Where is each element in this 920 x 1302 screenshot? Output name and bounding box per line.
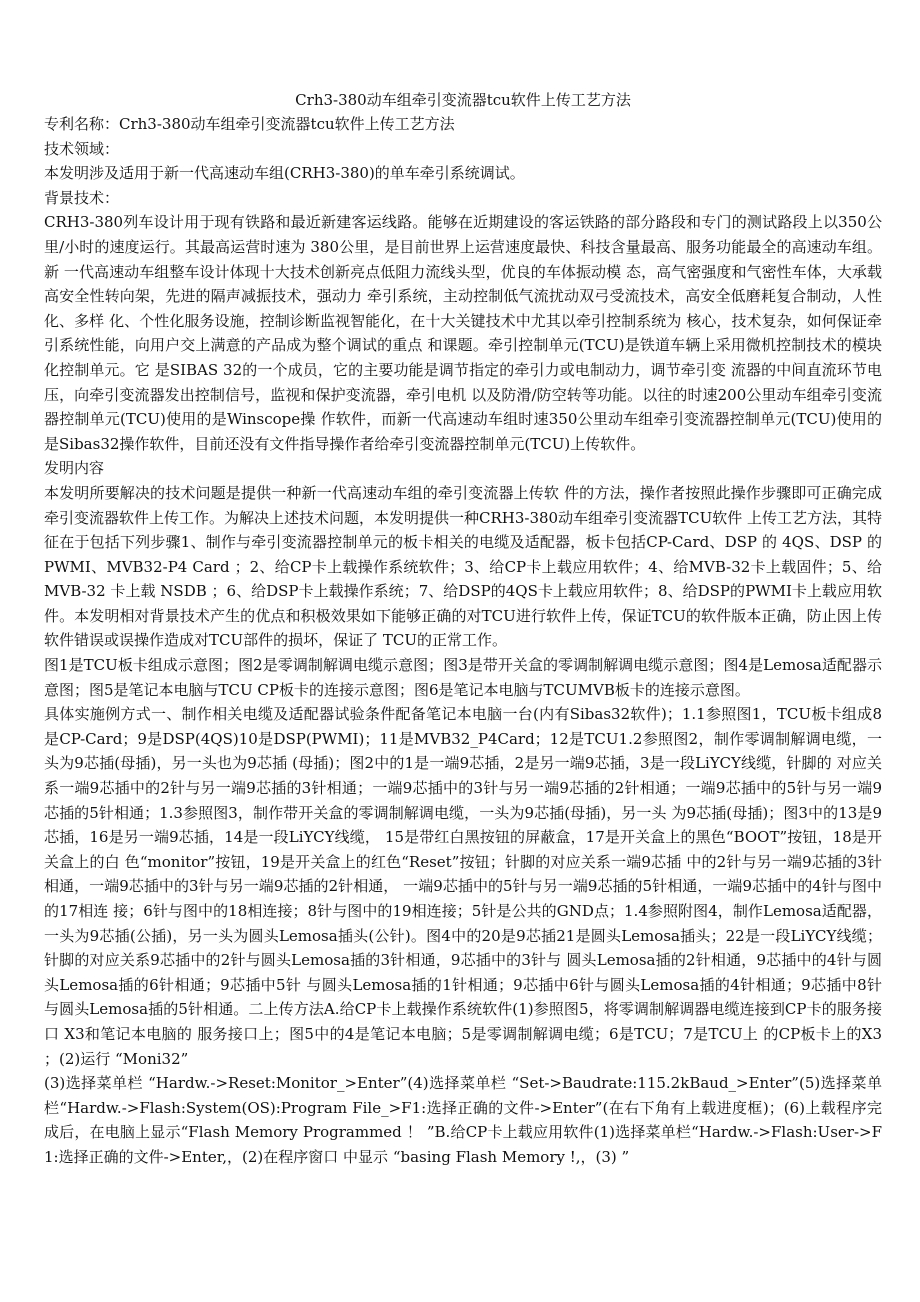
background-text: CRH3-380列车设计用于现有铁路和最近新建客运线路。能够在近期建设的客运铁路的部分路段和专门的测试路段上以350公里/小时的速度运行。其最高运营时速为 380公里，是目前世界上运营速度最快、科技含量最高、服务功能最全的高速动车组。新 一代高速动车组整车设计体现十大技术创新亮点低阻力流线头型，优良的车体振动模 态，高气密强度和气密性车体，大承载高安全性转向架，先进的隔声减振技术，强动力 牵引系统，主动控制低气流扰动双弓受流技术，高安全低磨耗复合制动，人性化、多样 化、个性化服务设施，控制诊断监视智能化，在十大关键技术中尤其以牵引控制系统为 核心，技术复杂，如何保证牵引系统性能，向用户交上满意的产品成为整个调试的重点 和课题。牵引控制单元(TCU)是铁道车辆上采用微机控制技术的模块化控制单元。它 是SIBAS 32的一个成员，它的主要功能是调节指定的牵引力或电制动力，调节牵引变 流器的中间直流环节电压，向牵引变流器发出控制信号，监视和保护变流器，牵引电机 以及防滑/防空转等功能。以往的时速200公里动车组牵引变流器控制单元(TCU)使用的是Winscope操 作软件，而新一代高速动车组时速350公里动车组牵引变流器控制单元(TCU)使用的是Sibas32操作软件，目前还没有文件指导操作者给牵引变流器控制单元(TCU)上传软件。 bbox=[44, 213, 882, 453]
embodiment-text: 具体实施例方式一、制作相关电缆及适配器试验条件配备笔记本电脑一台(内有Sibas32软件)；1.1参照图1，TCU板卡组成8是CP-Card；9是DSP(4QS)10是DSP(PWMI)；11是MVB32_P4Card；12是TCU1.2参照图2，制作零调制解调电缆，一头为9芯插(母插)，另一头也为9芯插 (母插)；图2中的1是一端9芯插，2是另一端9芯插，3是一段LiYCY线缆，针脚的 对应关系一端9芯插中的2针与另一端9芯插的3针相通；一端9芯插中的3针与另一端9芯插的2针相通；一端9芯插中的5针与另一端9芯插的5针相通；1.3参照图3，制作带开关盒的零调制解调电缆，一头为9芯插(母插)，另一头 为9芯插(母插)；图3中的13是9芯插，16是另一端9芯插，14是一段LiYCY线缆， 15是带红白黑按钮的屏蔽盒，17是开关盒上的黑色“BOOT”按钮，18是开关盒上的白 色“monitor”按钮，19是开关盒上的红色“Reset”按钮；针脚的对应关系一端9芯插 中的2针与另一端9芯插的3针相通，一端9芯插中的3针与另一端9芯插的2针相通， 一端9芯插中的5针与另一端9芯插的5针相通，一端9芯插中的4针与图中的17相连 接；6针与图中的18相连接；8针与图中的19相连接；5针是公共的GND点；1.4参照附图4，制作Lemosa适配器，一头为9芯插(公插)，另一头为圆头Lemosa插头(公针)。图4中的20是9芯插21是圆头Lemosa插头；22是一段LiYCY线缆；针脚的对应关系9芯插中的2针与圆头Lemosa插的3针相通，9芯插中的3针与 圆头Lemosa插的2针相通，9芯插中的4针与圆头Lemosa插的6针相通；9芯插中5针 与圆头Lemosa插的1针相通；9芯插中6针与圆头Lemosa插的4针相通；9芯插中8针 与圆头Lemosa插的5针相通。二上传方法A.给CP卡上载操作系统软件(1)参照图5，将零调制解调器电缆连接到CP卡的服务接口 X3和笔记本电脑的 服务接口上；图5中的4是笔记本电脑；5是零调制解调电缆；6是TCU；7是TCU上 的CP板卡上的X3 ；(2)运行 “Moni32” bbox=[44, 705, 882, 1068]
section-heading-invention-content: 发明内容 bbox=[44, 459, 105, 478]
document-title: Crh3-380动车组牵引变流器tcu软件上传工艺方法 bbox=[295, 91, 631, 109]
section-heading-technical-field: 技术领域： bbox=[44, 139, 120, 158]
technical-field-text: 本发明涉及适用于新一代高速动车组(CRH3-380)的单车牵引系统调试。 bbox=[44, 164, 525, 183]
patent-name-line: 专利名称：Crh3-380动车组牵引变流器tcu软件上传工艺方法 bbox=[44, 115, 455, 133]
upload-steps-text: (3)选择菜单栏 “Hardw.->Reset:Monitor_>Enter”(4)选择菜单栏 “Set->Baudrate:115.2kBaud_>Enter”(5)选择菜单栏“Hardw.->Flash:System(OS):Program File_>F1:选择正确的文件->Enter”(在右下角有上载进度框)；(6)上载程序完成后，在电脑上显示“Flash Memory Programmed ！ ”B.给CP卡上载应用软件(1)选择菜单栏“Hardw.->Flash:User->F1:选择正确的文件->Enter,，(2)在程序窗口 中显示 “basing Flash Memory !,，(3) ” bbox=[44, 1074, 882, 1166]
figure-list-text: 图1是TCU板卡组成示意图；图2是零调制解调电缆示意图；图3是带开关盒的零调制解调电缆示意图；图4是Lemosa适配器示意图；图5是笔记本电脑与TCU CP板卡的连接示意图；图6是笔记本电脑与TCUMVB板卡的连接示意图。 bbox=[44, 656, 882, 699]
section-heading-background: 背景技术： bbox=[44, 188, 120, 207]
invention-content-text: 本发明所要解决的技术问题是提供一种新一代高速动车组的牵引变流器上传软 件的方法，操作者按照此操作步骤即可正确完成牵引变流器软件上传工作。为解决上述技术问题，本发明提供一种CRH3-380动车组牵引变流器TCU软件 上传工艺方法，其特征在于包括下列步骤1、制作与牵引变流器控制单元的板卡相关的电缆及适配器，板卡包括CP-Card、DSP 的 4QS、DSP 的 PWMI、MVB32-P4 Card ；2、给CP卡上载操作系统软件；3、给CP卡上载应用软件；4、给MVB-32卡上载固件；5、给 MVB-32 卡上载 NSDB ；6、给DSP卡上载操作系统；7、给DSP的4QS卡上载应用软件；8、给DSP的PWMI卡上载应用软件。本发明相对背景技术产生的优点和积极效果如下能够正确的对TCU进行软件上传，保证TCU的软件版本正确，防止因上传软件错误或误操作造成对TCU部件的损坏，保证了 TCU的正常工作。 bbox=[44, 483, 882, 650]
